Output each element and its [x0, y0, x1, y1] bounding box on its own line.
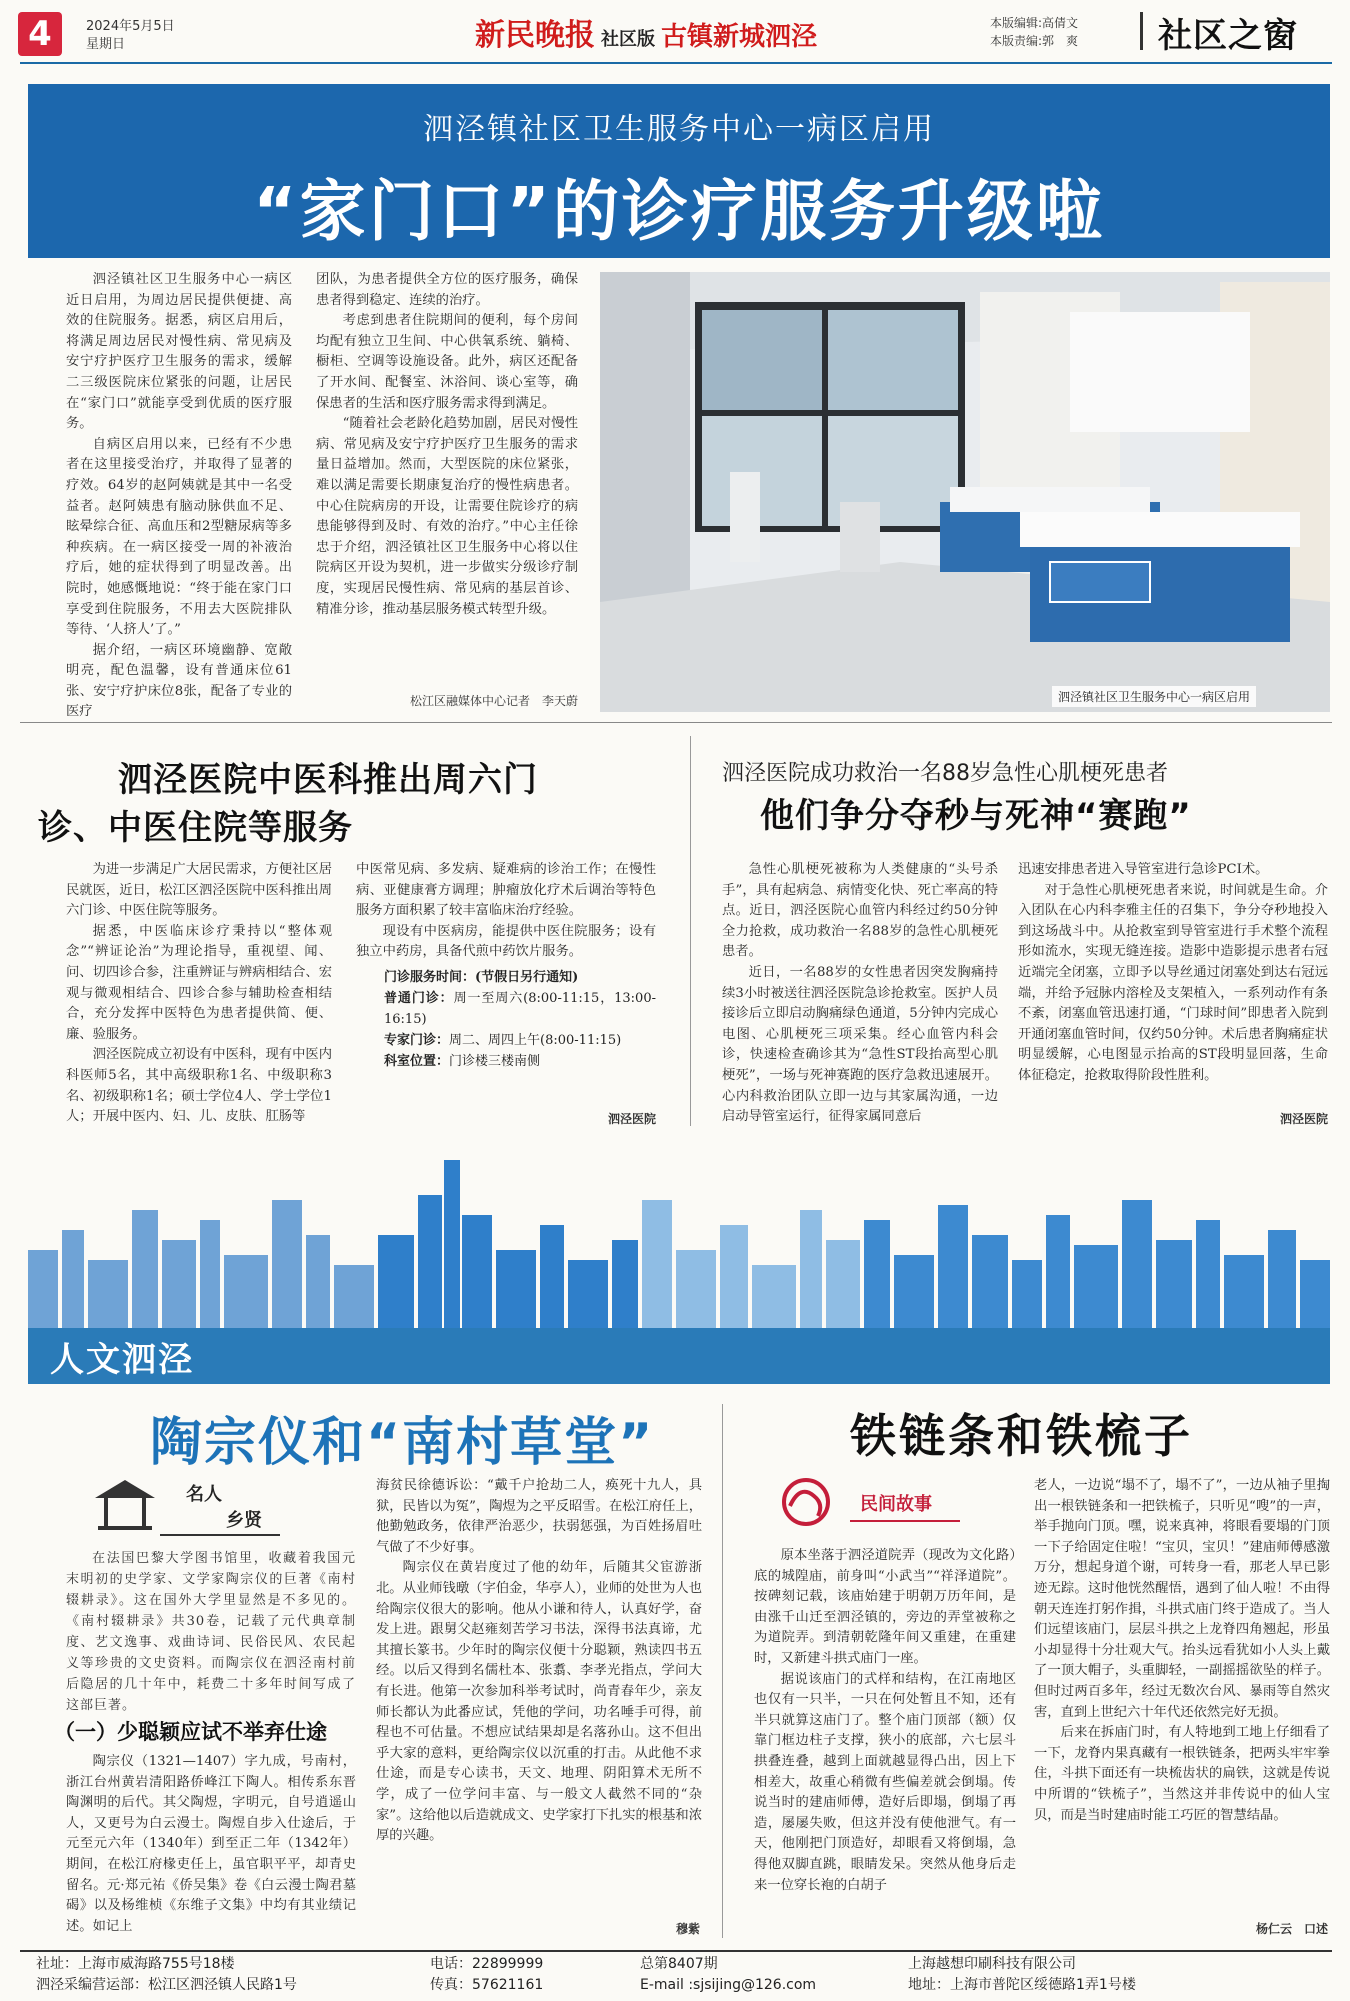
paragraph: 原本坐落于泗泾道院弄（现改为文化路）底的城隍庙，前身叫“小武当”“祥泽道院”。按碑刻记载，该庙始建于明朝万历年间，是由涨千山迁至泗泾镇的，旁边的弄堂被称之为道院弄。到清朝乾隆年间又重建，在重建时，又新建斗拱式庙门一座。	[754, 1548, 1016, 1666]
tcm-column-1	[66, 860, 332, 1128]
footer-printer: 上海越想印刷科技有限公司	[908, 1956, 1076, 1972]
paragraph: 为进一步满足广大居民需求，方便社区居民就医，近日，松江区泗泾医院中医科推出周六门诊、中医住院等服务。	[66, 862, 332, 919]
paragraph: 迅速安排患者进入导管室进行急诊PCI术。	[1018, 862, 1269, 877]
paragraph: 现设有中医病房，能提供中医住院服务；设有独立中药房，具备代煎中药饮片服务。	[356, 923, 656, 960]
ward-photo	[600, 272, 1330, 712]
tag-line1: 名人	[186, 1484, 222, 1505]
footer-issue: 总第8407期	[640, 1956, 718, 1972]
schedule-value: 周一至周六(8:00-11:15，13:00-16:15)	[384, 990, 656, 1027]
article2-title: 铁链条和铁梳子	[850, 1409, 1193, 1463]
article1-column-1	[66, 1752, 356, 1937]
editor: 本版编辑:高倩文	[990, 16, 1079, 30]
column-divider	[722, 1404, 723, 1938]
lead-column-1	[66, 270, 292, 723]
paragraph: 据悉，中医临床诊疗秉持以“整体观念”“辨证论治”为理论指导，重视望、闻、问、切四诊合参，注重辨证与辨病相结合、宏观与微观相结合、四诊合参与辅助检查相结合，充分发挥中医特色为患者提供简、便、廉、验服务。	[66, 923, 332, 1042]
article2-byline: 杨仁云 口述	[1255, 1922, 1328, 1936]
schedule-value: 门诊楼三楼南侧	[449, 1053, 541, 1069]
footer-address: 社址：上海市威海路755号18楼	[36, 1956, 235, 1972]
tcm-byline: 泗泾医院	[607, 1112, 656, 1126]
footer-printer-address: 地址：上海市普陀区绥德路1弄1号楼	[908, 1977, 1136, 1993]
celebrity-tag	[90, 1476, 280, 1536]
city-skyline-graphic	[28, 1140, 1330, 1330]
editor-credits	[990, 14, 1078, 50]
paragraph: 中医常见病、多发病、疑难病的诊治工作；在慢性病、亚健康膏方调理；肿瘤放化疗术后调治等特色服务方面积累了较丰富临床治疗经验。	[356, 862, 656, 919]
lead-column-2	[316, 270, 578, 620]
header-rule	[20, 62, 1332, 64]
tag-line2: 乡贤	[226, 1510, 262, 1531]
paragraph: “随着社会老龄化趋势加剧，居民对慢性病、常见病及安宁疗护医疗卫生服务的需求量日益增加。然而，大型医院的床位紧张，难以满足需要长期康复治疗的慢性病患者。中心住院病房的开设，让需要住院诊疗的病患能够得到及时、有效的治疗。”中心主任徐忠于介绍，泗泾镇社区卫生服务中心将以住院病区开设为契机，进一步做实分级诊疗制度，实现居民慢性病、常见病的基层首诊、精准分诊，推动基层服务模式转型升级。	[316, 416, 578, 617]
paragraph: 泗泾医院成立初设有中医科，现有中医内科医师5名，其中高级职称1名、中级职称3名、初级职称1名；硕士学位4人、学士学位1人；开展中医内、妇、儿、皮肤、肛肠等	[66, 1047, 332, 1125]
paragraph: 泗泾镇社区卫生服务中心一病区近日启用，为周边居民提供便捷、高效的住院服务。据悉，病区启用后，将满足周边居民对慢性病、常见病及安宁疗护医疗卫生服务的需求，缓解二三级医院床位紧张的问题，让居民在“家门口”就能享受到优质的医疗服务。	[66, 272, 292, 432]
culture-band-title: 人文泗泾	[50, 1340, 194, 1380]
header-divider	[1140, 12, 1143, 50]
footer-phone: 电话：22899999	[430, 1956, 544, 1972]
footer-station: 泗泾采编营运部：松江区泗泾镇人民路1号	[36, 1977, 297, 1993]
pavilion-icon	[90, 1476, 160, 1532]
article2-column-2	[1034, 1476, 1330, 1826]
paragraph: 陶宗仪在黄岩度过了他的幼年，后随其父宦游浙北。从业师钱暾（字伯金，华亭人），业师的处世为人也给陶宗仪很大的影响。他从小谦和待人，认真好学，奋发上进。跟舅父赵雍刻苦学习书法，深得书法真谛，尤其擅长篆书。少年时的陶宗仪便十分聪颖，熟读四书五经。以后又得到名儒杜本、张翥、李孝光指点，学问大有长进。他第一次参加科举考试时，尚青春年少，亲友师长都认为此番应试，凭他的学问，功名唾手可得，前程也不可估量。不想应试结果却是名落孙山。这不但出乎大家的意料，更给陶宗仪以沉重的打击。从此他不求仕途，而是专心读书，天文、地理、阴阳算术无所不学，成了一位学问丰富、与一般文人截然不同的“杂家”。这给他以后造就成文、史学家打下扎实的根基和浓厚的兴趣。	[376, 1560, 702, 1844]
article1-intro	[66, 1548, 356, 1716]
paragraph: 考虑到患者住院期间的便利，每个房间均配有独立卫生间、中心供氧系统、躺椅、橱柜、空调等设施设备。此外，病区还配备了开水间、配餐室、沐浴间、谈心室等，确保患者的生活和医疗服务需求得到满足。	[316, 313, 578, 411]
cardiac-column-1	[722, 860, 998, 1128]
paragraph: 据介绍，一病区环境幽静、宽敞明亮，配色温馨，设有普通床位61张、安宁疗护床位8张，配备了专业的医疗	[66, 642, 292, 720]
schedule-label: 专家门诊：	[384, 1032, 450, 1048]
schedule-title: 门诊服务时间：(节假日另行通知)	[384, 969, 579, 985]
footer	[20, 1950, 1332, 1996]
photo-caption: 泗泾镇社区卫生服务中心一病区启用	[1052, 686, 1256, 707]
schedule-label: 科室位置：	[384, 1053, 450, 1069]
paragraph: 自病区启用以来，已经有不少患者在这里接受治疗，并取得了显著的疗效。64岁的赵阿姨就是其中一名受益者。赵阿姨患有脑动脉供血不足、眩晕综合征、高血压和2型糖尿病等多种疾病。在一病区接受一周的补液治疗后，她的症状得到了明显改善。出院时，她感慨地说：“终于能在家门口享受到住院服务，不用去大医院排队等待、‘人挤人’了。”	[66, 436, 292, 638]
masthead	[475, 10, 817, 54]
cardiac-title: 他们争分夺秒与死神“赛跑”	[760, 796, 1192, 836]
tcm-column-2	[356, 860, 656, 1072]
paragraph: 老人，一边说“塌不了，塌不了”，一边从袖子里掏出一根铁链条和一把铁梳子，只听见“嗖”的一声，举手抛向门顶。嘿，说来真神，将眼看要塌的门顶一下子给固定住啦！“宝贝，宝贝！”建庙师傅感激万分，想起身道个谢，可转身一看，那老人早已影迹无踪。这时他恍然醒悟，遇到了仙人啦！不由得朝天连连打躬作揖，斗拱式庙门终于造成了。当人们远望该庙门，层层斗拱之上龙脊四角翘起，形虽小却显得十分壮观大气。抬头远看犹如小人头上戴了一顶大帽子，头重脚轻，一副摇摇欲坠的样子。但时过两百多年，经过无数次台风、暴雨等自然灾害，直到上世纪六十年代还依然完好无损。	[1034, 1478, 1330, 1720]
weekday-text: 星期日	[86, 37, 126, 52]
article1-title: 陶宗仪和“南村草堂”	[150, 1413, 655, 1473]
tcm-title-line2: 诊、中医住院等服务	[38, 808, 353, 848]
paragraph: 在法国巴黎大学图书馆里，收藏着我国元末明初的史学家、文学家陶宗仪的巨著《南村辍耕录》。这在国外大学里显然是不多见的。《南村辍耕录》共30卷，记载了元代典章制度、艺文逸事、戏曲诗词、民俗民风、农民起义等珍贵的文史资料。而陶宗仪在泗泾南村前后隐居的几十年中，耗费二十多年时间写成了这部巨著。	[66, 1551, 356, 1713]
footer-fax: 传真：57621161	[430, 1977, 544, 1993]
paragraph: 急性心肌梗死被称为人类健康的“头号杀手”，具有起病急、病情变化快、死亡率高的特点。近日，泗泾医院心血管内科经过约50分钟全力抢救，成功救治一名88岁的急性心肌梗死患者。	[722, 862, 998, 960]
paragraph: 近日，一名88岁的女性患者因突发胸痛持续3小时被送往泗泾医院急诊抢救室。医护人员接诊后立即启动胸痛绿色通道，5分钟内完成心电图、心肌梗死三项采集。经心血管内科会诊，快速检查确诊其为“急性ST段抬高型心肌梗死”，一场与死神赛跑的医疗急救迅速展开。心内科救治团队立即一边与其家属沟通，一边启动导管室运行，征得家属同意后	[722, 964, 998, 1125]
issue-date	[86, 18, 175, 54]
lead-banner	[28, 84, 1330, 258]
edition-name: 古镇新城泗泾	[661, 22, 818, 52]
dragon-seal-icon	[770, 1476, 850, 1532]
tcm-title-line1: 泗泾医院中医科推出周六门	[118, 760, 538, 800]
date-text: 2024年5月5日	[86, 19, 175, 34]
clinic-schedule	[356, 967, 656, 1072]
article1-byline: 穆紫	[675, 1922, 700, 1936]
paragraph: 据说该庙门的式样和结构，在江南地区也仅有一只半，一只在何处暂且不知，还有半只就算这庙门了。整个庙门顶部（额）仅靠门框边柱子支撑，狭小的底部，六七层斗拱叠连叠，越到上面就越显得凸出，因上下相差大，故重心稍微有些偏差就会倒塌。传说当时的建庙师傅，造好后即塌，倒塌了再造，屡屡失败，但这并没有使他泄气。有一天，他刚把门顶造好，却眼看又将倒塌，急得他双脚直跳，眼睛发呆。突然从他身后走来一位穿长袍的白胡子	[754, 1671, 1016, 1893]
column-divider	[690, 736, 691, 1126]
section-title: 社区之窗	[1158, 16, 1298, 56]
culture-band	[28, 1328, 1330, 1384]
tag-label: 民间故事	[860, 1494, 932, 1515]
schedule-label: 普通门诊：	[384, 990, 454, 1006]
article1-section-heading: （一）少聪颖应试不举弃仕途	[54, 1720, 327, 1744]
article1-column-2	[376, 1476, 702, 1847]
footer-email: E-mail :sjsijing@126.com	[640, 1977, 817, 1993]
folk-story-tag	[770, 1476, 970, 1536]
edition-label: 社区版	[601, 29, 655, 50]
article2-column-1	[754, 1546, 1016, 1896]
cardiac-column-2	[1018, 860, 1328, 1087]
paragraph: 对于急性心肌梗死患者来说，时间就是生命。介入团队在心内科李雅主任的召集下，争分夺秒地投入到这场战斗中。从抢救室到导管室进行手术整个流程形如流水，实现无缝连接。造影中造影提示患者右冠近端完全闭塞，立即予以导丝通过闭塞处到达右冠远端，并给予冠脉内溶栓及支架植入，一系列动作有条不紊，闭塞血管迅速打通，“门球时间”即患者入院到开通闭塞血管时间，仅约50分钟。术后患者胸痛症状明显缓解，心电图显示抬高的ST段明显回落，生命体征稳定，抢救取得阶段性胜利。	[1018, 882, 1328, 1083]
paragraph: 后来在拆庙门时，有人特地到工地上仔细看了一下，龙脊内果真藏有一根铁链条，把两头牢牢拳住，斗拱下面还有一块梳齿状的扁铁，这就是传说中所谓的“铁梳子”，当然这并非传说中的仙人宝贝，而是当时建庙时能工巧匠的智慧结晶。	[1034, 1725, 1330, 1823]
editor-in-charge: 本版责编:郭 爽	[990, 34, 1079, 48]
page-number: 4	[18, 12, 62, 56]
paper-name: 新民晚报	[475, 18, 595, 53]
cardiac-byline: 泗泾医院	[1279, 1112, 1328, 1126]
paragraph: 团队，为患者提供全方位的医疗服务，确保患者得到稳定、连续的治疗。	[316, 272, 578, 308]
schedule-value: 周二、周四上午(8:00-11:15)	[449, 1032, 622, 1048]
section-rule	[20, 722, 1332, 723]
lead-title: “家门口”的诊疗服务升级啦	[253, 173, 1105, 250]
paragraph: 海贫民徐德诉讼：“戴千户抢劫二人，痪死十九人，具狱，民皆以为冤”，陶煜为之平反昭雪。在松江府任上，他勤勉政务，依律严治恶少，扶弱惩强，为百姓扬眉吐气做了不少好事。	[376, 1478, 702, 1555]
paragraph: 陶宗仪（1321—1407）字九成，号南村，浙江台州黄岩清阳路侨峰江下陶人。相传系东晋陶渊明的后代。其父陶煜，字明元，自号逍遥山人，又更号为白云漫士。陶煜自步入仕途后，于元至元六年（1340年）到至正二年（1342年）期间，在松江府椽吏任上，虽官职平平，却青史留名。元·郑元祐《侨吴集》卷《白云漫士陶君墓碣》以及杨维桢《东维子文集》中均有其业绩记述。如记上	[66, 1754, 356, 1934]
cardiac-subtitle: 泗泾医院成功救治一名88岁急性心肌梗死患者	[722, 761, 1168, 786]
lead-byline: 松江区融媒体中心记者 李天蔚	[409, 694, 578, 708]
lead-subtitle: 泗泾镇社区卫生服务中心一病区启用	[423, 112, 935, 147]
